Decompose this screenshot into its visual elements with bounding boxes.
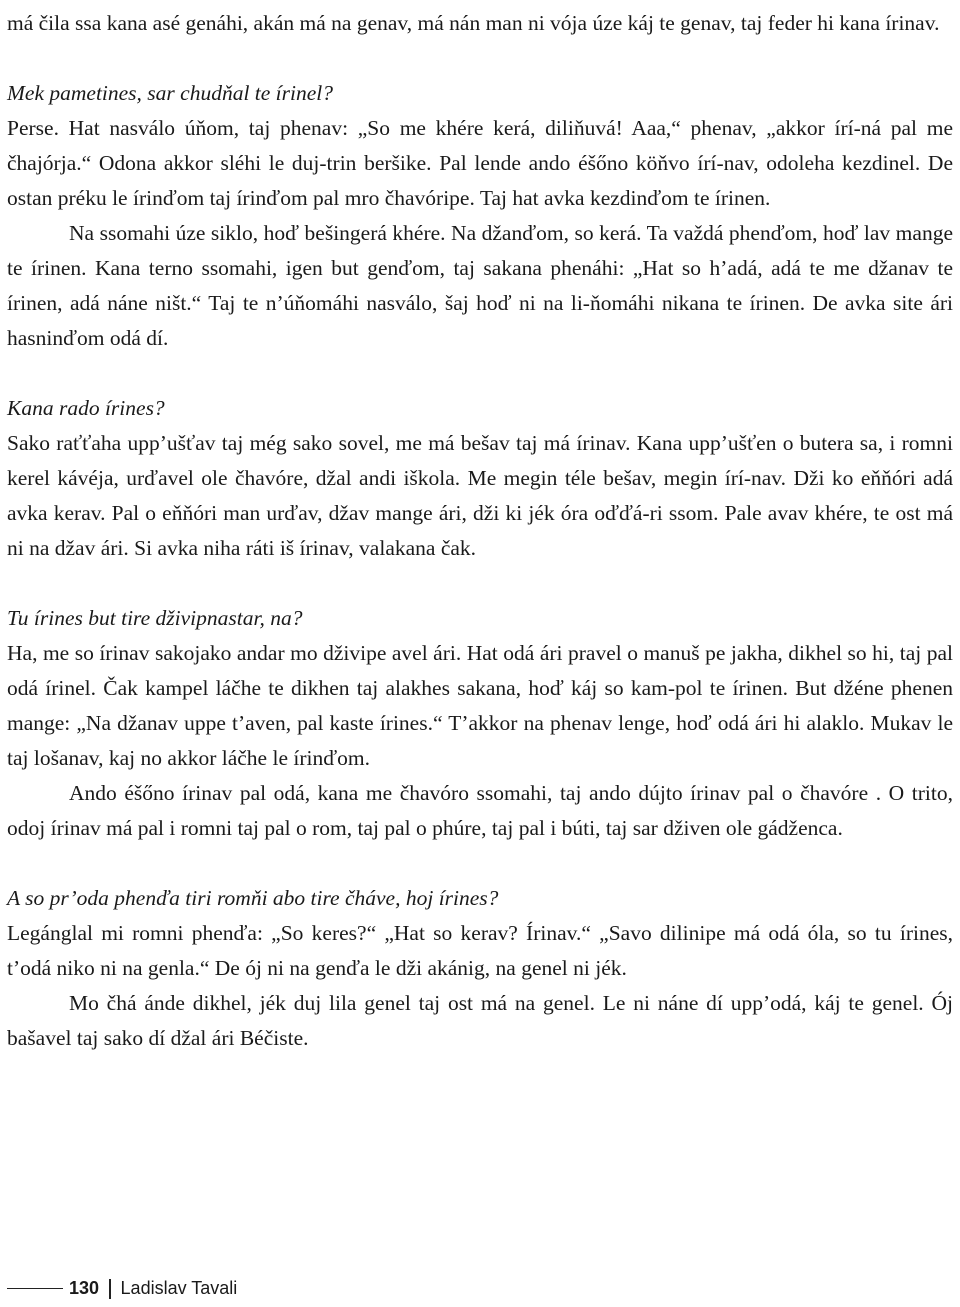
section-gap [7,41,953,76]
answer-paragraph: Perse. Hat nasválo úňom, taj phenav: „So me khére kerá, diliňuvá! Aaa,“ phenav, „akkor írí-ná pal me čhajórja.“ Odona akkor sléhi le duj-trin beršike. Pal lende ando éšőno köňvo írí-nav, odoleha kezdinel. De ostan préku le írinďom taj írinďom pal mro čhavóripe. Taj hat avka kezdinďom te írinen. [7,116,953,210]
section-gap [7,356,953,391]
interview-question: Mek pametines, sar chudňal te írinel? [7,81,334,105]
answer-paragraph: má čila ssa kana asé genáhi, akán má na genav, má nán man ni vója úze káj te genav, taj feder hi kana írinav. [7,11,940,35]
document-page [7,6,953,1056]
author-name: Ladislav Tavali [120,1278,238,1298]
answer-paragraph: Ha, me so írinav sakojako andar mo dživipe avel ári. Hat odá ári pravel o manuš pe jakha, dikhel so hi, taj pal odá írinel. Čak kampel láčhe te dikhen taj alakhes sakana, hoď káj so kam-pol te írinen. But džéne phenen mange: „Na džanav uppe t’aven, pal kaste írines.“ T’akkor na phenav lenge, hoď odá ári hi alaklo. Mukav le taj lošanav, kaj no akkor láčhe le írinďom. [7,641,953,770]
footer-rule [7,1288,63,1289]
text-body [7,6,953,1056]
section-gap [7,846,953,881]
answer-paragraph: Legánglal mi romni phenďa: „So keres?“ „Hat so kerav? Írinav.“ „Savo dilinipe má odá óla, so tu írines, t’odá niko ni na genla.“ De ój ni na genďa le dži akánig, na genel ni jék. [7,921,953,980]
footer-separator [109,1279,111,1299]
answer-paragraph: Ando éšőno írinav pal odá, kana me čhavóro ssomahi, taj ando dújto írinav pal o čhavóre . O trito, odoj írinav má pal i romni taj pal o rom, taj pal o phúre, taj pal i búti, taj sar dživen ole gádženca. [7,781,953,840]
interview-question: Tu írines but tire dživipnastar, na? [7,606,303,630]
answer-paragraph: Mo čhá ánde dikhel, jék duj lila genel taj ost má na genel. Le ni náne dí upp’odá, káj te genel. Ój bašavel taj sako dí džal ári Béčiste. [7,991,953,1050]
interview-question: A so pr’oda phenďa tiri romňi abo tire čháve, hoj írines? [7,886,499,910]
answer-paragraph: Na ssomahi úze siklo, hoď bešingerá khére. Na džanďom, so kerá. Ta važdá phenďom, hoď lav mange te írinen. Kana terno ssomahi, igen but genďom, taj sakana phenáhi: „Hat so h’adá, adá te me džanav te írinen, adá náne ništ.“ Taj te n’úňomáhi nasválo, šaj hoď ni na li-ňomáhi nikana te írinen. De avka site ári hasninďom odá dí. [7,221,953,350]
page-footer [7,1278,237,1299]
section-gap [7,566,953,601]
page-number: 130 [69,1278,100,1298]
answer-paragraph: Sako raťťaha upp’ušťav taj még sako sovel, me má bešav taj má írinav. Kana upp’ušťen o butera sa, i romni kerel kávéja, urďavel ole čhavóre, džal andi iškola. Me megin téle bešav, megin írí-nav. Dži ko eňňóri adá avka kerav. Pal o eňňóri man urďav, džav mange ári, dži ki jék óra oďďá-ri ssom. Pale avav khére, te ost má ni na džav ári. Si avka niha ráti iš írinav, valakana čak. [7,431,953,560]
interview-question: Kana rado írines? [7,396,165,420]
